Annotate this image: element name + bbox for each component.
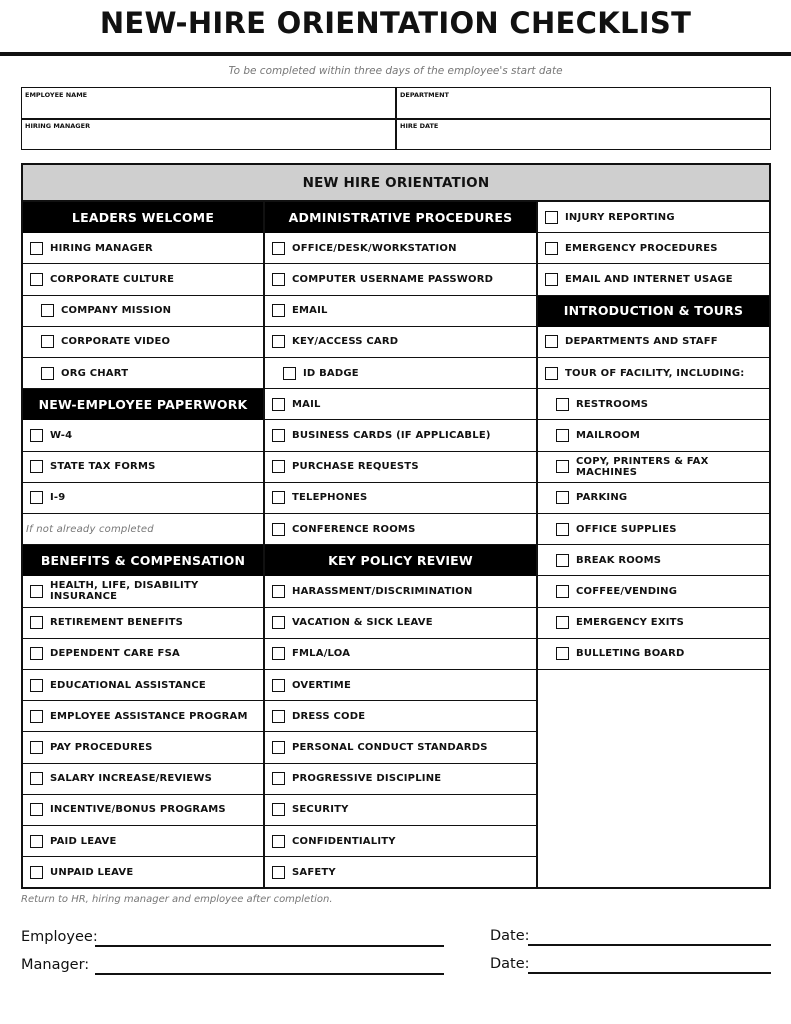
checklist-item-dependent-care-fsa [23, 639, 263, 670]
checklist-item-label: COMPANY MISSION [61, 305, 172, 317]
hiring-manager-label: HIRING MANAGER [25, 122, 91, 130]
checkbox[interactable] [545, 242, 558, 255]
checkbox[interactable] [272, 585, 285, 598]
checkbox[interactable] [30, 273, 43, 286]
checklist-item-tour-of-facility-including [538, 358, 769, 389]
checklist-item-label: PAID LEAVE [50, 835, 117, 847]
checklist-item-progressive-discipline [265, 764, 536, 795]
checklist-item-label: EMERGENCY PROCEDURES [565, 242, 718, 254]
checkbox[interactable] [30, 741, 43, 754]
checkbox[interactable] [545, 367, 558, 380]
checklist-item-computer-username-password [265, 264, 536, 295]
checklist-item-incentive-bonus-programs [23, 795, 263, 826]
section-header-administrative-procedures: ADMINISTRATIVE PROCEDURES [265, 202, 536, 233]
checklist-item-dress-code [265, 701, 536, 732]
checkbox[interactable] [272, 772, 285, 785]
column-left [23, 202, 265, 887]
checklist-item-retirement-benefits [23, 608, 263, 639]
checkbox[interactable] [272, 616, 285, 629]
checklist-item-email [265, 296, 536, 327]
checklist-item-label: RESTROOMS [576, 398, 649, 410]
checklist-item-emergency-procedures [538, 233, 769, 264]
checkbox[interactable] [545, 335, 558, 348]
section-header-new-employee-paperwork: NEW-EMPLOYEE PAPERWORK [23, 389, 263, 420]
checklist-item-label: VACATION & SICK LEAVE [292, 617, 433, 629]
checkbox[interactable] [272, 803, 285, 816]
checklist-item-injury-reporting [538, 202, 769, 233]
checklist-item-purchase-requests [265, 452, 536, 483]
checklist-item-label: CORPORATE CULTURE [50, 273, 175, 285]
checklist-item-departments-and-staff [538, 327, 769, 358]
checkbox[interactable] [30, 429, 43, 442]
hire-date-label: HIRE DATE [400, 122, 439, 130]
checklist-item-safety [265, 857, 536, 888]
column-right [538, 202, 769, 887]
checkbox[interactable] [272, 429, 285, 442]
checklist-item-org-chart [23, 358, 263, 389]
checklist-item-overtime [265, 670, 536, 701]
checklist-item-label: HIRING MANAGER [50, 242, 153, 254]
checklist-item-label: I-9 [50, 492, 66, 504]
checkbox[interactable] [30, 491, 43, 504]
checkbox[interactable] [272, 460, 285, 473]
checklist-item-corporate-video [23, 327, 263, 358]
checklist-item-unpaid-leave [23, 857, 263, 888]
checklist-item-break-rooms [538, 545, 769, 576]
checklist-item-emergency-exits [538, 608, 769, 639]
manager-date-label: Date: [490, 956, 530, 972]
checkbox[interactable] [30, 710, 43, 723]
orientation-grid [21, 163, 771, 889]
page-subtitle: To be completed within three days of the employee's start date [228, 65, 563, 77]
checkbox[interactable] [272, 273, 285, 286]
checkbox[interactable] [556, 523, 569, 536]
checklist-item-label: COMPUTER USERNAME PASSWORD [292, 273, 494, 285]
checkbox[interactable] [545, 273, 558, 286]
checklist-item-label: CONFERENCE ROOMS [292, 523, 416, 535]
checkbox[interactable] [272, 304, 285, 317]
checklist-item-confidentiality [265, 826, 536, 857]
employee-name-field[interactable] [22, 88, 395, 118]
checklist-item-restrooms [538, 389, 769, 420]
checkbox[interactable] [556, 585, 569, 598]
checklist-item-label: CONFIDENTIALITY [292, 835, 396, 847]
checklist-item-vacation-sick-leave [265, 608, 536, 639]
checkbox[interactable] [272, 835, 285, 848]
checklist-item-label: TELEPHONES [292, 492, 368, 504]
checklist-item-w-4 [23, 420, 263, 451]
checklist-item-label: UNPAID LEAVE [50, 866, 134, 878]
checklist-item-label: PURCHASE REQUESTS [292, 461, 419, 473]
checklist-item-label: STATE TAX FORMS [50, 461, 156, 473]
checkbox[interactable] [30, 647, 43, 660]
checkbox[interactable] [41, 304, 54, 317]
hiring-manager-field[interactable] [22, 119, 395, 149]
checklist-item-parking [538, 483, 769, 514]
checklist-item-personal-conduct-standards [265, 732, 536, 763]
checklist-item-label: DEPENDENT CARE FSA [50, 648, 180, 660]
checklist-item-office-supplies [538, 514, 769, 545]
checklist-item-i-9 [23, 483, 263, 514]
checklist-item-label: PARKING [576, 492, 628, 504]
checklist-item-label: PAY PROCEDURES [50, 741, 153, 753]
checklist-item-copy-printers-fax-machines [538, 452, 769, 483]
checkbox[interactable] [556, 554, 569, 567]
checklist-item-corporate-culture [23, 264, 263, 295]
checklist-item-pay-procedures [23, 732, 263, 763]
checkbox[interactable] [30, 679, 43, 692]
checklist-item-label: MAILROOM [576, 429, 641, 441]
checklist-item-email-and-internet-usage [538, 264, 769, 295]
column-middle [265, 202, 538, 887]
checkbox[interactable] [30, 242, 43, 255]
checklist-item-label: HARASSMENT/DISCRIMINATION [292, 585, 473, 597]
hire-date-field[interactable] [397, 119, 769, 149]
checklist-item-label: W-4 [50, 429, 73, 441]
checklist-item-business-cards-if-applicable [265, 420, 536, 451]
checklist-item-id-badge [265, 358, 536, 389]
checklist-item-label: EMAIL AND INTERNET USAGE [565, 273, 733, 285]
checklist-item-label: EMERGENCY EXITS [576, 617, 685, 629]
checkbox[interactable] [41, 367, 54, 380]
checkbox[interactable] [272, 335, 285, 348]
checkbox[interactable] [30, 772, 43, 785]
checklist-item-label: KEY/ACCESS CARD [292, 336, 399, 348]
checkbox[interactable] [556, 647, 569, 660]
title-divider [0, 52, 791, 56]
grid-title: NEW HIRE ORIENTATION [23, 165, 769, 202]
checkbox[interactable] [30, 835, 43, 848]
checklist-item-telephones [265, 483, 536, 514]
checkbox[interactable] [272, 866, 285, 879]
checklist-item-company-mission [23, 296, 263, 327]
department-label: DEPARTMENT [400, 91, 449, 99]
checklist-item-label: BREAK ROOMS [576, 554, 662, 566]
checklist-item-label: EMAIL [292, 305, 328, 317]
checkbox[interactable] [272, 491, 285, 504]
employee-date-label: Date: [490, 928, 530, 944]
checklist-item-harassment-discrimination [265, 576, 536, 607]
checklist-item-mailroom [538, 420, 769, 451]
checklist-item-label: FMLA/LOA [292, 648, 351, 660]
checklist-item-paid-leave [23, 826, 263, 857]
checklist-item-health-life-disability-insurance [23, 576, 263, 607]
checkbox[interactable] [272, 242, 285, 255]
checklist-item-label: BUSINESS CARDS (IF APPLICABLE) [292, 429, 491, 441]
checkbox[interactable] [545, 211, 558, 224]
employee-name-label: EMPLOYEE NAME [25, 91, 88, 99]
section-header-key-policy-review: KEY POLICY REVIEW [265, 545, 536, 576]
checklist-item-label: OFFICE SUPPLIES [576, 523, 677, 535]
checklist-item-conference-rooms [265, 514, 536, 545]
checklist-item-label: PROGRESSIVE DISCIPLINE [292, 773, 442, 785]
checklist-item-label: SECURITY [292, 804, 349, 816]
checkbox[interactable] [556, 429, 569, 442]
checklist-item-label: DRESS CODE [292, 710, 366, 722]
manager-signature-label: Manager: [21, 957, 90, 973]
checklist-item-salary-increase-reviews [23, 764, 263, 795]
checklist-item-state-tax-forms [23, 452, 263, 483]
checklist-item-office-desk-workstation [265, 233, 536, 264]
employee-info-table [21, 87, 771, 150]
checklist-item-label: COFFEE/VENDING [576, 585, 678, 597]
checklist-item-label: OFFICE/DESK/WORKSTATION [292, 242, 457, 254]
page-title: NEW-HIRE ORIENTATION CHECKLIST [99, 6, 692, 40]
checkbox[interactable] [272, 647, 285, 660]
checklist-item-label: BULLETING BOARD [576, 648, 685, 660]
checklist-item-label: INJURY REPORTING [565, 211, 675, 223]
section-note: If not already completed [23, 514, 263, 545]
checklist-item-label: EDUCATIONAL ASSISTANCE [50, 679, 206, 691]
manager-date-line[interactable] [528, 972, 771, 974]
checklist-item-label: CORPORATE VIDEO [61, 336, 171, 348]
checkbox[interactable] [30, 460, 43, 473]
checklist-item-bulleting-board [538, 639, 769, 670]
checklist-item-mail [265, 389, 536, 420]
checklist-item-coffee-vending [538, 576, 769, 607]
checklist-item-fmla-loa [265, 639, 536, 670]
checklist-item-label: COPY, PRINTERS & FAX MACHINES [576, 455, 709, 478]
checkbox[interactable] [556, 398, 569, 411]
checklist-item-security [265, 795, 536, 826]
checklist-item-label: SALARY INCREASE/REVIEWS [50, 773, 212, 785]
checklist-item-label: HEALTH, LIFE, DISABILITY INSURANCE [50, 580, 199, 603]
checklist-item-key-access-card [265, 327, 536, 358]
checkbox[interactable] [272, 523, 285, 536]
checklist-item-educational-assistance [23, 670, 263, 701]
checkbox[interactable] [283, 367, 296, 380]
checkbox[interactable] [272, 741, 285, 754]
checklist-item-label: EMPLOYEE ASSISTANCE PROGRAM [50, 710, 248, 722]
checklist-item-label: RETIREMENT BENEFITS [50, 617, 184, 629]
manager-signature-line[interactable] [95, 973, 444, 975]
checkbox[interactable] [30, 616, 43, 629]
checklist-item-label: TOUR OF FACILITY, INCLUDING: [565, 367, 745, 379]
checklist-item-label: MAIL [292, 398, 321, 410]
section-header-benefits-compensation: BENEFITS & COMPENSATION [23, 545, 263, 576]
checkbox[interactable] [556, 616, 569, 629]
checklist-item-label: INCENTIVE/BONUS PROGRAMS [50, 804, 226, 816]
employee-signature-label: Employee: [21, 929, 98, 945]
section-header-leaders-welcome: LEADERS WELCOME [23, 202, 263, 233]
checklist-item-employee-assistance-program [23, 701, 263, 732]
checklist-item-label: OVERTIME [292, 679, 351, 691]
employee-date-line[interactable] [528, 944, 771, 946]
checklist-item-label: ID BADGE [303, 367, 359, 379]
section-header-introduction-tours: INTRODUCTION & TOURS [538, 296, 769, 327]
checkbox[interactable] [556, 460, 569, 473]
checkbox[interactable] [30, 803, 43, 816]
checkbox[interactable] [272, 398, 285, 411]
employee-signature-line[interactable] [95, 945, 444, 947]
checklist-item-hiring-manager [23, 233, 263, 264]
department-field[interactable] [397, 88, 769, 118]
checkbox[interactable] [30, 585, 43, 598]
checkbox[interactable] [272, 710, 285, 723]
checkbox[interactable] [556, 491, 569, 504]
checkbox[interactable] [272, 679, 285, 692]
checkbox[interactable] [30, 866, 43, 879]
footer-note: Return to HR, hiring manager and employee after completion. [21, 894, 333, 905]
checklist-item-label: ORG CHART [61, 367, 129, 379]
checklist-item-label: DEPARTMENTS AND STAFF [565, 336, 718, 348]
checklist-item-label: PERSONAL CONDUCT STANDARDS [292, 741, 488, 753]
checkbox[interactable] [41, 335, 54, 348]
checklist-item-label: SAFETY [292, 866, 336, 878]
